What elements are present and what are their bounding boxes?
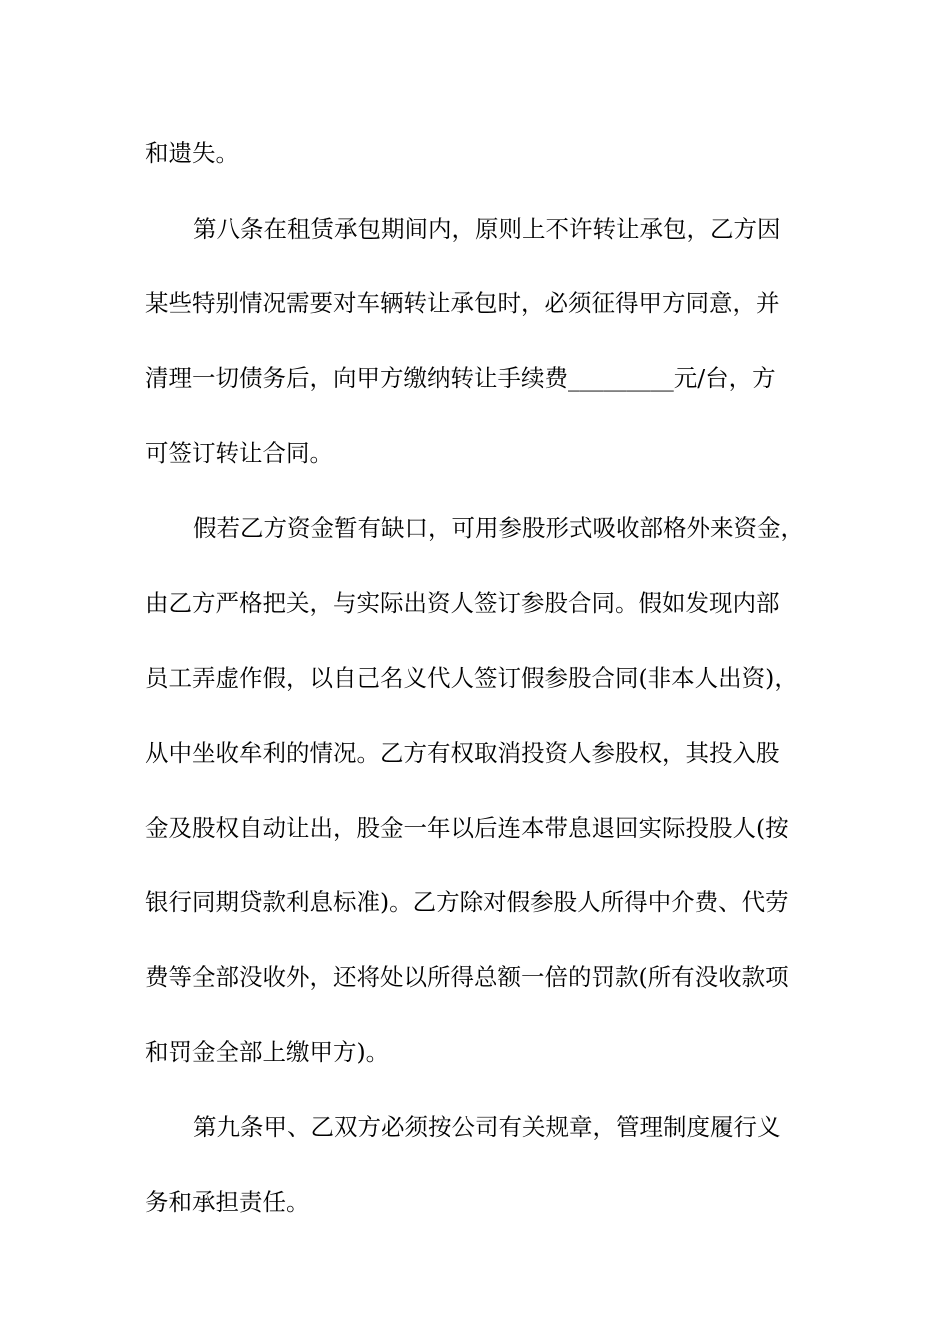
text-line: 由乙方严格把关，与实际出资人签订参股合同。假如发现内部 [145, 589, 780, 617]
text-line: 第八条在租赁承包期间内，原则上不许转让承包，乙方因 [193, 215, 781, 243]
text-line: 从中坐收牟利的情况。乙方有权取消投资人参股权，其投入股 [145, 739, 780, 767]
text-line: 员工弄虚作假，以自己名义代人签订假参股合同(非本人出资)， [145, 664, 798, 692]
text-line: 某些特别情况需要对车辆转让承包时，必须征得甲方同意，并 [145, 289, 780, 317]
text-line: 清理一切债务后，向甲方缴纳转让手续费_________元/台，方 [145, 364, 776, 392]
text-line: 可签订转让合同。 [145, 439, 333, 467]
text-line: 第九条甲、乙双方必须按公司有关规章，管理制度履行义 [193, 1113, 781, 1141]
text-line: 假若乙方资金暂有缺口，可用参股形式吸收部格外来资金， [193, 514, 804, 542]
text-line: 务和承担责任。 [145, 1188, 310, 1216]
text-line: 金及股权自动让出，股金一年以后连本带息退回实际投股人(按 [145, 814, 789, 842]
text-line: 银行同期贷款利息标准)。乙方除对假参股人所得中介费、代劳 [145, 888, 789, 916]
text-line: 和罚金全部上缴甲方)。 [145, 1038, 390, 1066]
text-line: 和遗失。 [145, 139, 239, 167]
text-line: 费等全部没收外，还将处以所得总额一倍的罚款(所有没收款项 [145, 963, 789, 991]
